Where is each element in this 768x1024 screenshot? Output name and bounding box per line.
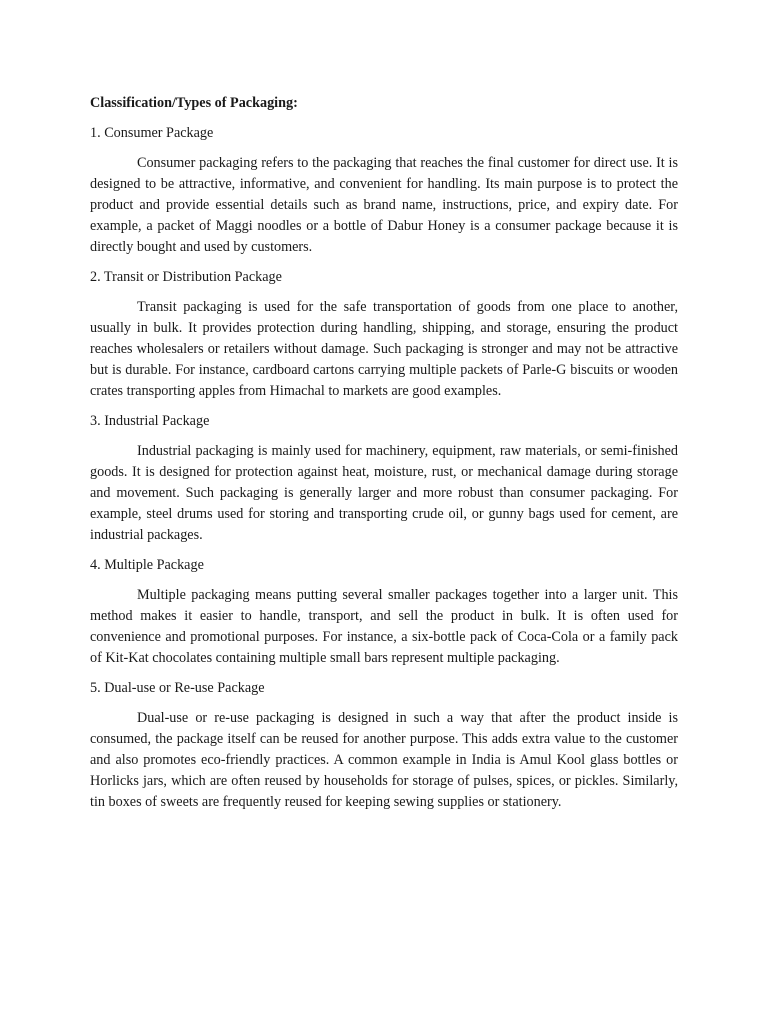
section-heading: 1. Consumer Package <box>90 125 214 141</box>
section-heading: 3. Industrial Package <box>90 413 210 429</box>
section-dual-use-package <box>90 678 678 813</box>
section-paragraph: Multiple packaging means putting several smaller packages together into a larger unit. This method makes it easier to handle, transport, and sell the product in bulk. It is often used for convenience and promotional purposes. For instance, a six-bottle pack of Coca-Cola or a family pack of Kit-Kat chocolates containing multiple small bars represent multiple packaging. <box>90 587 678 666</box>
section-multiple-package <box>90 555 678 669</box>
section-paragraph: Consumer packaging refers to the packaging that reaches the final customer for direct use. It is designed to be attractive, informative, and convenient for handling. Its main purpose is to protect the product and provide essential details such as brand name, instructions, price, and expiry date. For example, a packet of Maggi noodles or a bottle of Dabur Honey is a consumer package because it is directly bought and used by customers. <box>90 155 678 255</box>
section-paragraph: Industrial packaging is mainly used for machinery, equipment, raw materials, or semi-finished goods. It is designed for protection against heat, moisture, rust, or mechanical damage during storage and movement. Such packaging is generally larger and more robust than consumer packaging. For example, steel drums used for storing and transporting crude oil, or gunny bags used for cement, are industrial packages. <box>90 443 678 543</box>
document-title: Classification/Types of Packaging: <box>90 95 298 111</box>
section-paragraph: Transit packaging is used for the safe transportation of goods from one place to another, usually in bulk. It provides protection during handling, shipping, and storage, ensuring the product reaches wholesalers or retailers without damage. Such packaging is stronger and may not be attractive but is durable. For instance, cardboard cartons carrying multiple packets of Parle-G biscuits or wooden crates transporting apples from Himachal to markets are good examples. <box>90 299 678 399</box>
section-heading: 4. Multiple Package <box>90 557 204 573</box>
section-consumer-package <box>90 123 678 258</box>
section-heading: 5. Dual-use or Re-use Package <box>90 680 265 696</box>
section-industrial-package <box>90 411 678 546</box>
section-heading: 2. Transit or Distribution Package <box>90 269 282 285</box>
section-paragraph: Dual-use or re-use packaging is designed in such a way that after the product inside is consumed, the package itself can be reused for another purpose. This adds extra value to the customer and also promotes eco-friendly practices. A common example in India is Amul Kool glass bottles or Horlicks jars, which are often reused by households for storage of pulses, spices, or pickles. Similarly, tin boxes of sweets are frequently reused for keeping sewing supplies or stationery. <box>90 710 678 810</box>
section-transit-package <box>90 267 678 402</box>
